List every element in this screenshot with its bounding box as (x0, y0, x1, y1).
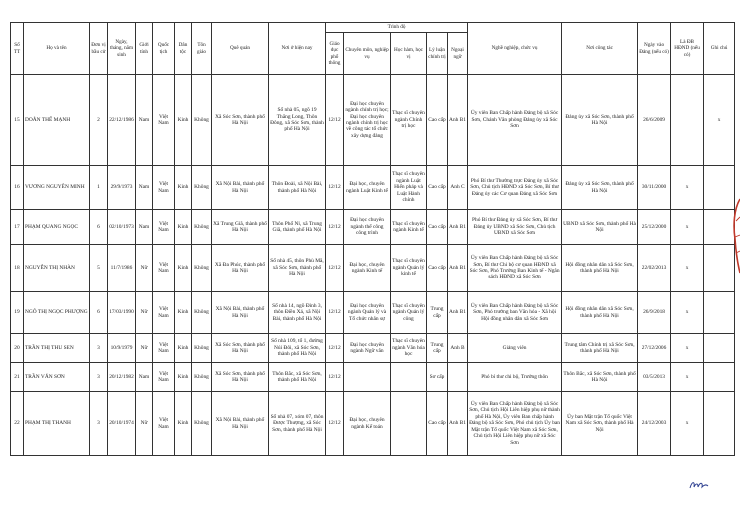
cell-note (704, 245, 735, 292)
cell-note (704, 292, 735, 334)
header-hometown: Quê quán (212, 23, 269, 75)
cell-unit: 3 (90, 334, 108, 363)
cell-language: Anh B1 (448, 75, 468, 166)
cell-occupation: Ủy viên Ban Chấp hành Đảng bộ xã Sóc Sơn, Phó trưởng ban Văn hóa - Xã hội Hội đồng nhân dân xã Sóc Sơn (468, 292, 562, 334)
cell-specialty: Đại học chuyên ngành thể công công trình (344, 210, 391, 245)
cell-unit: 3 (90, 392, 108, 456)
red-stamp-edge (732, 195, 740, 275)
cell-unit: 5 (90, 245, 108, 292)
cell-nationality: Việt Nam (153, 392, 175, 456)
cell-general-edu: 12/12 (326, 292, 344, 334)
cell-ethnicity: Kinh (175, 292, 192, 334)
cell-stt: 17 (11, 210, 24, 245)
candidate-table (10, 22, 735, 456)
cell-occupation: Ủy viên Ban Chấp hành Đảng bộ xã Sóc Sơn, Bí thư Chi bộ cơ quan HĐND xã Sóc Sơn, Phó Trưởng Ban Kinh tế - Ngân sách HĐND xã Sóc Sơn (468, 245, 562, 292)
cell-note (704, 363, 735, 392)
cell-name: TRẦN THỊ THU SEN (24, 334, 90, 363)
cell-council-member: x (671, 166, 704, 210)
cell-language: Anh B1 (448, 245, 468, 292)
cell-hometown: Xã Sóc Sơn, thành phố Hà Nội (212, 363, 269, 392)
cell-political: Cao cấp (427, 210, 448, 245)
header-political: Lý luận chính trị (427, 33, 448, 75)
cell-specialty: Đại học, chuyên ngành Kế toán (344, 392, 391, 456)
cell-religion: Không (192, 245, 212, 292)
cell-dob: 11/7/1986 (108, 245, 136, 292)
cell-specialty: Đại học chuyên ngành Ngữ văn (344, 334, 391, 363)
cell-hometown: Xã Nội Bài, thành phố Hà Nội (212, 292, 269, 334)
cell-language: Anh B1 (448, 392, 468, 456)
cell-workplace: Đảng ủy xã Sóc Sơn, thành phố Hà Nội (562, 166, 638, 210)
cell-ethnicity: Kinh (175, 363, 192, 392)
cell-workplace: Trung tâm Chính trị xã Sóc Sơn, thành phố Hà Nội (562, 334, 638, 363)
cell-degree: Thạc sĩ chuyên ngành Quản lý công (391, 292, 427, 334)
cell-nationality: Việt Nam (153, 334, 175, 363)
candidate-table-sheet (10, 22, 734, 456)
header-occupation: Nghề nghiệp, chức vụ (468, 23, 562, 75)
cell-name: NGÔ THỊ NGỌC PHƯỢNG (24, 292, 90, 334)
cell-stt: 18 (11, 245, 24, 292)
cell-note (704, 334, 735, 363)
cell-sex: Nữ (136, 334, 153, 363)
cell-specialty: Đại học chuyên ngành chính trị học; Đại học chuyên ngành chính trị học về công tác tổ chức xây dựng đảng (344, 75, 391, 166)
cell-workplace: Hội đồng nhân dân xã Sóc Sơn, thành phố Hà Nội (562, 292, 638, 334)
cell-language (448, 363, 468, 392)
cell-sex: Nam (136, 166, 153, 210)
header-religion: Tôn giáo (192, 23, 212, 75)
cell-ethnicity: Kinh (175, 75, 192, 166)
cell-general-edu: 12/12 (326, 166, 344, 210)
cell-council-member: x (671, 392, 704, 456)
cell-nationality: Việt Nam (153, 166, 175, 210)
cell-unit: 6 (90, 292, 108, 334)
cell-general-edu: 12/12 (326, 75, 344, 166)
header-residence: Nơi ở hiện nay (269, 23, 326, 75)
cell-dob: 02/10/1973 (108, 210, 136, 245)
cell-religion: Không (192, 210, 212, 245)
cell-workplace: Thôn Bắc, xã Sóc Sơn, thành phố Hà Nội (562, 363, 638, 392)
cell-degree: Thạc sĩ chuyên ngành Văn hóa học (391, 334, 427, 363)
cell-unit: 3 (90, 363, 108, 392)
cell-dob: 20/10/1974 (108, 392, 136, 456)
header-sex: Giới tính (136, 23, 153, 75)
cell-dob: 17/03/1990 (108, 292, 136, 334)
table-row (11, 292, 735, 334)
cell-general-edu: 12/12 (326, 392, 344, 456)
cell-workplace: Đảng ủy xã Sóc Sơn, thành phố Hà Nội (562, 75, 638, 166)
cell-residence: Thôn Đoài, xã Nội Bài, thành phố Hà Nội (269, 166, 326, 210)
header-general-edu: Giáo dục phổ thông (326, 33, 344, 75)
cell-general-edu: 12/12 (326, 334, 344, 363)
cell-ethnicity: Kinh (175, 166, 192, 210)
cell-occupation: Phó Bí thư Đảng ủy xã Sóc Sơn, Bí thư Đảng ủy UBND xã Sóc Sơn, Chủ tịch UBND xã Sóc Sơn (468, 210, 562, 245)
cell-workplace: Hội đồng nhân dân xã Sóc Sơn, thành phố Hà Nội (562, 245, 638, 292)
cell-unit: 6 (90, 210, 108, 245)
header-stt: Số TT (11, 23, 24, 75)
cell-language: Anh B1 (448, 292, 468, 334)
cell-sex: Nữ (136, 392, 153, 456)
cell-note (704, 210, 735, 245)
cell-degree (391, 363, 427, 392)
cell-occupation: Phó Bí thư Thường trực Đảng ủy xã Sóc Sơn, Chủ tịch HĐND xã Sóc Sơn, Bí thư Đảng ủy các Cơ quan Đảng xã Sóc Sơn (468, 166, 562, 210)
header-education-group: Trình độ (326, 23, 468, 33)
header-nationality: Quốc tịch (153, 23, 175, 75)
cell-degree (391, 392, 427, 456)
header-unit: Đơn vị bầu cử (90, 23, 108, 75)
cell-ethnicity: Kinh (175, 245, 192, 292)
cell-residence: Thôn Phố Nỉ, xã Trung Giã, thành phố Hà Nội (269, 210, 326, 245)
cell-religion: Không (192, 166, 212, 210)
header-note: Ghi chú (704, 23, 735, 75)
cell-religion: Không (192, 292, 212, 334)
header-name: Họ và tên (24, 23, 90, 75)
cell-degree: Thạc sĩ chuyên ngành Luật Hiến pháp và Luật Hành chính (391, 166, 427, 210)
header-council-member: Là ĐB HĐND (nếu có) (671, 23, 704, 75)
cell-hometown: Xã Đa Phúc, thành phố Hà Nội (212, 245, 269, 292)
cell-party-date: 03/5/2013 (638, 363, 671, 392)
cell-stt: 22 (11, 392, 24, 456)
cell-hometown: Xã Nội Bài, thành phố Hà Nội (212, 166, 269, 210)
cell-residence: Số nhà 109, tổ 1, đường Núi Đôi, xã Sóc Sơn, thành phố Hà Nội (269, 334, 326, 363)
table-row (11, 166, 735, 210)
cell-name: PHẠM THỊ THANH (24, 392, 90, 456)
cell-specialty: Đại học chuyên ngành Quản lý và Tổ chức nhân sự (344, 292, 391, 334)
cell-political: Cao cấp (427, 75, 448, 166)
cell-name: TRẦN VĂN SƠN (24, 363, 90, 392)
cell-degree: Thạc sĩ chuyên ngành Chính trị học (391, 75, 427, 166)
cell-political: Cao cấp (427, 245, 448, 292)
table-row (11, 210, 735, 245)
cell-council-member: x (671, 210, 704, 245)
cell-party-date: 26/9/2018 (638, 292, 671, 334)
table-row (11, 334, 735, 363)
cell-religion: Không (192, 363, 212, 392)
cell-nationality: Việt Nam (153, 363, 175, 392)
header-party-date: Ngày vào Đảng (nếu có) (638, 23, 671, 75)
cell-dob: 10/9/1979 (108, 334, 136, 363)
cell-name: VƯƠNG NGUYÊN MINH (24, 166, 90, 210)
cell-party-date: 22/02/2013 (638, 245, 671, 292)
cell-nationality: Việt Nam (153, 210, 175, 245)
cell-general-edu: 12/12 (326, 363, 344, 392)
cell-specialty: Đại học, chuyên ngành Luật Kinh tế (344, 166, 391, 210)
cell-religion: Không (192, 392, 212, 456)
cell-party-date: 27/12/2006 (638, 334, 671, 363)
cell-council-member (671, 75, 704, 166)
cell-stt: 20 (11, 334, 24, 363)
table-row (11, 75, 735, 166)
cell-residence: Số nhà 07, xóm 07, thôn Được Thượng, xã Sóc Sơn, thành phố Hà Nội (269, 392, 326, 456)
cell-sex: Nam (136, 210, 153, 245)
header-specialty: Chuyên môn, nghiệp vụ (344, 33, 391, 75)
cell-name: DOÃN THẾ MẠNH (24, 75, 90, 166)
cell-language: Anh C (448, 166, 468, 210)
cell-degree: Thạc sĩ chuyên ngành Quản lý kinh tế (391, 245, 427, 292)
cell-political: Cao cấp (427, 392, 448, 456)
cell-residence: Thôn Bắc, xã Sóc Sơn, thành phố Hà Nội (269, 363, 326, 392)
header-degree: Học hàm, học vị (391, 33, 427, 75)
header-language: Ngoại ngữ (448, 33, 468, 75)
cell-note (704, 166, 735, 210)
cell-party-date: 24/12/2003 (638, 392, 671, 456)
cell-note: x (704, 75, 735, 166)
cell-political: Sơ cấp (427, 363, 448, 392)
cell-party-date: 25/12/2000 (638, 210, 671, 245)
header-row-top (11, 23, 735, 33)
cell-general-edu: 12/12 (326, 210, 344, 245)
cell-religion: Không (192, 334, 212, 363)
cell-workplace: UBND xã Sóc Sơn, thành phố Hà Nội (562, 210, 638, 245)
cell-specialty (344, 363, 391, 392)
cell-note (704, 392, 735, 456)
cell-specialty: Đại học, chuyên ngành Kinh tế (344, 245, 391, 292)
cell-sex: Nữ (136, 292, 153, 334)
cell-hometown: Xã Sóc Sơn, thành phố Hà Nội (212, 75, 269, 166)
cell-stt: 16 (11, 166, 24, 210)
cell-council-member: x (671, 245, 704, 292)
table-row (11, 245, 735, 292)
signature-mark (688, 478, 710, 492)
cell-religion: Không (192, 75, 212, 166)
cell-political: Cao cấp (427, 166, 448, 210)
cell-name: NGUYỄN THỊ NHÀN (24, 245, 90, 292)
cell-nationality: Việt Nam (153, 292, 175, 334)
cell-stt: 19 (11, 292, 24, 334)
cell-stt: 15 (11, 75, 24, 166)
cell-general-edu: 12/12 (326, 245, 344, 292)
cell-residence: Số nhà 14, ngõ Đình 3, thôn Điền Xá, xã Nội Bài, thành phố Hà Nội (269, 292, 326, 334)
cell-political: Trung cấp (427, 334, 448, 363)
cell-unit: 1 (90, 166, 108, 210)
cell-council-member: x (671, 334, 704, 363)
cell-sex: Nữ (136, 245, 153, 292)
cell-language: Anh B (448, 334, 468, 363)
cell-council-member: x (671, 363, 704, 392)
cell-party-date: 30/11/2000 (638, 166, 671, 210)
cell-ethnicity: Kinh (175, 210, 192, 245)
cell-name: PHẠM QUANG NGỌC (24, 210, 90, 245)
cell-sex: Nam (136, 75, 153, 166)
cell-occupation: Giảng viên (468, 334, 562, 363)
cell-nationality: Việt Nam (153, 75, 175, 166)
cell-occupation: Ủy viên Ban Chấp hành Đảng bộ xã Sóc Sơn, Chủ tịch Hội Liên hiệp phụ nữ thành phố Hà Nội, Ủy viên Ban chấp hành Đảng bộ xã Sóc Sơn, Phó chủ tịch Ủy ban Mặt trận Tổ quốc Việt Nam xã Sóc Sơn, Chủ tịch Hội Liên hiệp phụ nữ xã Sóc Sơn (468, 392, 562, 456)
table-row (11, 392, 735, 456)
cell-nationality: Việt Nam (153, 245, 175, 292)
cell-hometown: Xã Sóc Sơn, thành phố Hà Nội (212, 334, 269, 363)
header-ethnicity: Dân tộc (175, 23, 192, 75)
cell-party-date: 26/6/2009 (638, 75, 671, 166)
cell-council-member: x (671, 292, 704, 334)
cell-unit: 2 (90, 75, 108, 166)
cell-workplace: Ủy ban Mặt trận Tổ quốc Việt Nam xã Sóc Sơn, thành phố Hà Nội (562, 392, 638, 456)
cell-hometown: Xã Trung Giã, thành phố Hà Nội (212, 210, 269, 245)
header-dob: Ngày, tháng, năm sinh (108, 23, 136, 75)
cell-degree: Thạc sĩ chuyên ngành Kinh tế (391, 210, 427, 245)
cell-dob: 22/12/1986 (108, 75, 136, 166)
cell-residence: Số nhà 45, thôn Phù Mã, xã Sóc Sơn, thành phố Hà Nội (269, 245, 326, 292)
cell-sex: Nam (136, 363, 153, 392)
cell-dob: 20/12/1982 (108, 363, 136, 392)
table-row (11, 363, 735, 392)
cell-ethnicity: Kinh (175, 334, 192, 363)
cell-ethnicity: Kinh (175, 392, 192, 456)
cell-language: Anh B1 (448, 210, 468, 245)
cell-stt: 21 (11, 363, 24, 392)
header-workplace: Nơi công tác (562, 23, 638, 75)
cell-dob: 29/9/1973 (108, 166, 136, 210)
cell-occupation: Phó bí thư chi bộ, Trưởng thôn (468, 363, 562, 392)
cell-residence: Số nhà 05, ngõ 19 Thắng Long, Thôn Đông, xã Sóc Sơn, thành phố Hà Nội (269, 75, 326, 166)
cell-occupation: Ủy viên Ban Chấp hành Đảng bộ xã Sóc Sơn, Chánh Văn phòng Đảng ủy xã Sóc Sơn (468, 75, 562, 166)
cell-political: Trung cấp (427, 292, 448, 334)
cell-hometown: Xã Nội Bài, thành phố Hà Nội (212, 392, 269, 456)
